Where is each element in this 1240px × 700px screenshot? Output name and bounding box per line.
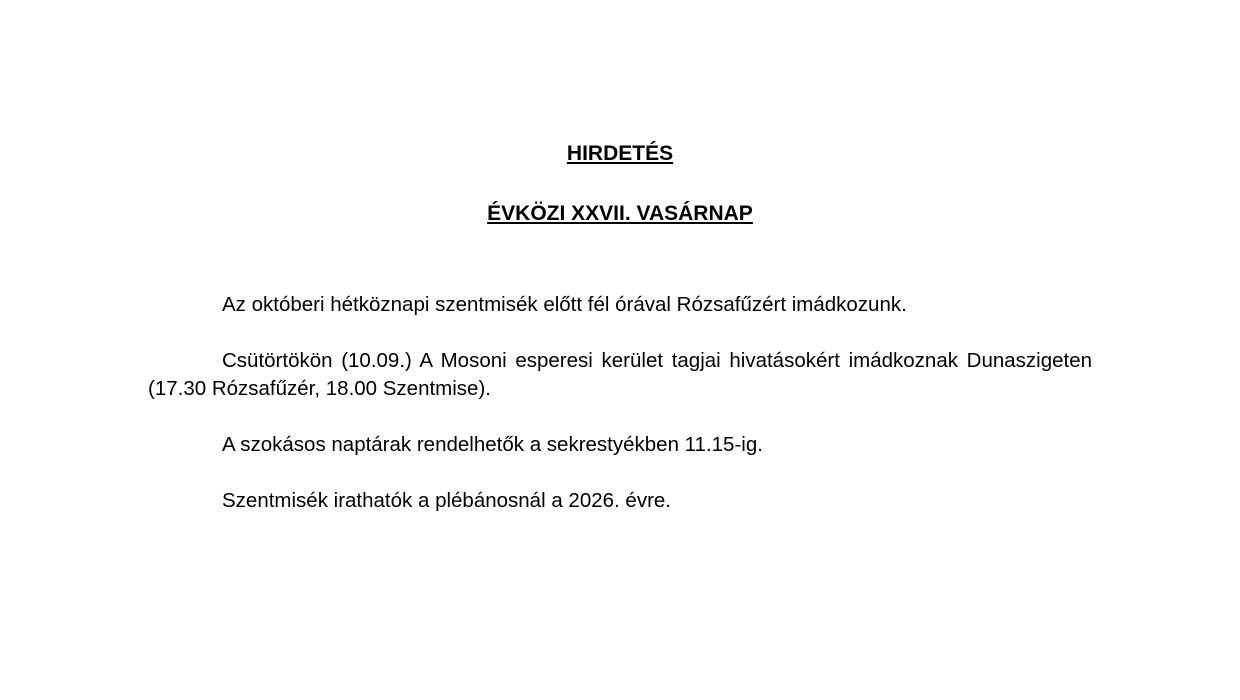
announcement-paragraph: A szokásos naptárak rendelhetők a sekrestyékben 11.15-ig.: [222, 433, 763, 456]
announcement-paragraph: Csütörtökön (10.09.) A Mosoni esperesi kerület tagjai hivatásokért imádkoznak Dunaszigeten (17.30 Rózsafűzér, 18.00 Szentmise).: [148, 349, 1092, 400]
document-title: HIRDETÉS: [566, 142, 674, 165]
document-subtitle: ÉVKÖZI XXVII. VASÁRNAP: [487, 202, 753, 225]
announcement-list: [148, 291, 1092, 515]
announcement-paragraph: Az októberi hétköznapi szentmisék előtt fél órával Rózsafűzért imádkozunk.: [222, 293, 907, 316]
document-page: [148, 140, 1092, 515]
announcement-paragraph: Szentmisék irathatók a plébánosnál a 2026. évre.: [222, 489, 671, 512]
